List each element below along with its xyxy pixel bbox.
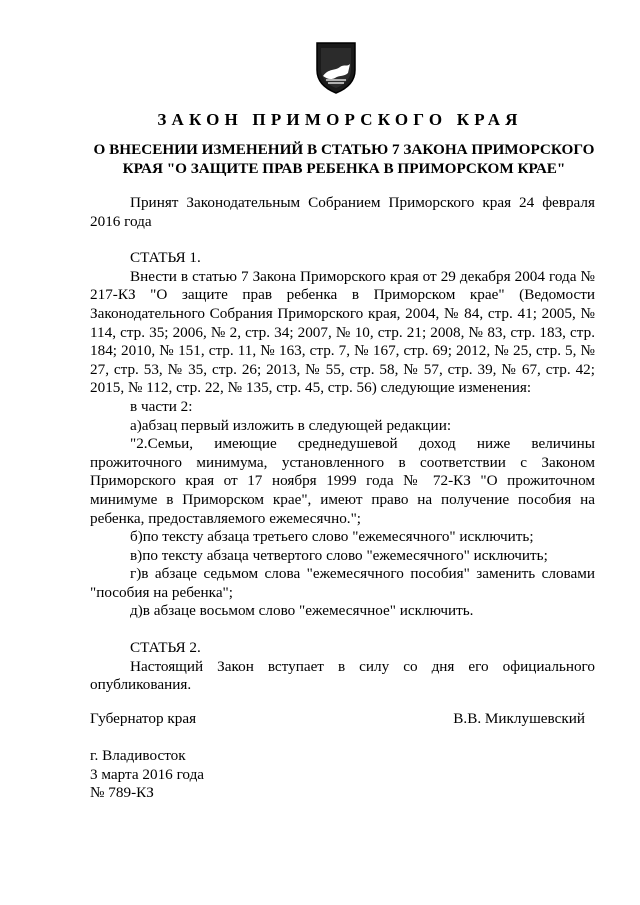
article-1-heading: СТАТЬЯ 1. <box>130 249 201 267</box>
article-1-item-v: в)по тексту абзаца четвертого слово "ежемесячного" исключить; <box>130 546 548 564</box>
issue-date: 3 марта 2016 года <box>90 765 205 783</box>
subtitle-line-2: КРАЯ "О ЗАЩИТЕ ПРАВ РЕБЕНКА В ПРИМОРСКОМ КРАЕ" <box>122 160 566 177</box>
subtitle-line-1: О ВНЕСЕНИИ ИЗМЕНЕНИЙ В СТАТЬЮ 7 ЗАКОНА ПРИМОРСКОГО <box>93 141 595 158</box>
article-1-quote: "2.Семьи, имеющие среднедушевой доход ниже величины прожиточного минимума, установленного в соответствии с Законом Приморского края от 17 ноября 1999 года № 72-КЗ "О прожиточном минимуме в Приморском крае", имеют право на получение пособия на ребенка, предоставляемого ежемесячно."; <box>90 435 595 527</box>
signatory-name: В.В. Миклушевский <box>453 710 585 727</box>
law-title: ЗАКОН ПРИМОРСКОГО КРАЯ <box>157 110 523 129</box>
article-1-part: в части 2: <box>130 397 193 415</box>
article-1-item-a: а)абзац первый изложить в следующей редакции: <box>130 416 452 434</box>
issue-details <box>90 747 204 803</box>
law-subtitle <box>88 140 600 178</box>
article-1-item-g: г)в абзаце седьмом слова "ежемесячного пособия" заменить словами "пособия на ребенка"; <box>90 565 595 601</box>
article-1-intro: Внести в статью 7 Закона Приморского края от 29 декабря 2004 года № 217-КЗ "О защите прав ребенка в Приморском крае" (Ведомости Законодательного Собрания Приморского края, 2004, № 84, стр. 41; 2005, № 114, стр. 35; 2006, № 2, стр. 34; 2007, № 10, стр. 21; 2008, № 83, стр. 183, стр. 184; 2010, № 151, стр. 11, № 163, стр. 7, № 167, стр. 69; 2012, № 25, стр. 5, № 27, стр. 53, № 35, стр. 26; 2013, № 55, стр. 58, № 57, стр. 39, № 67, стр. 42; 2015, № 112, стр. 22, № 135, стр. 45, стр. 56) следующие изменения: <box>90 267 595 397</box>
article-1-item-b: б)по тексту абзаца третьего слово "ежемесячного" исключить; <box>130 528 534 546</box>
article-2-heading: СТАТЬЯ 2. <box>130 639 201 657</box>
article-1-item-d: д)в абзаце восьмом слово "ежемесячное" исключить. <box>130 602 474 620</box>
adoption-note: Принят Законодательным Собранием Приморского края 24 февраля 2016 года <box>90 194 595 230</box>
law-body <box>90 194 595 695</box>
signatory-position: Губернатор края <box>90 710 197 727</box>
article-2-text: Настоящий Закон вступает в силу со дня его официального опубликования. <box>90 657 595 694</box>
signature-block <box>90 710 585 729</box>
law-number: № 789-КЗ <box>90 784 154 802</box>
issue-city: г. Владивосток <box>90 747 186 764</box>
coat-of-arms-icon <box>313 40 359 94</box>
